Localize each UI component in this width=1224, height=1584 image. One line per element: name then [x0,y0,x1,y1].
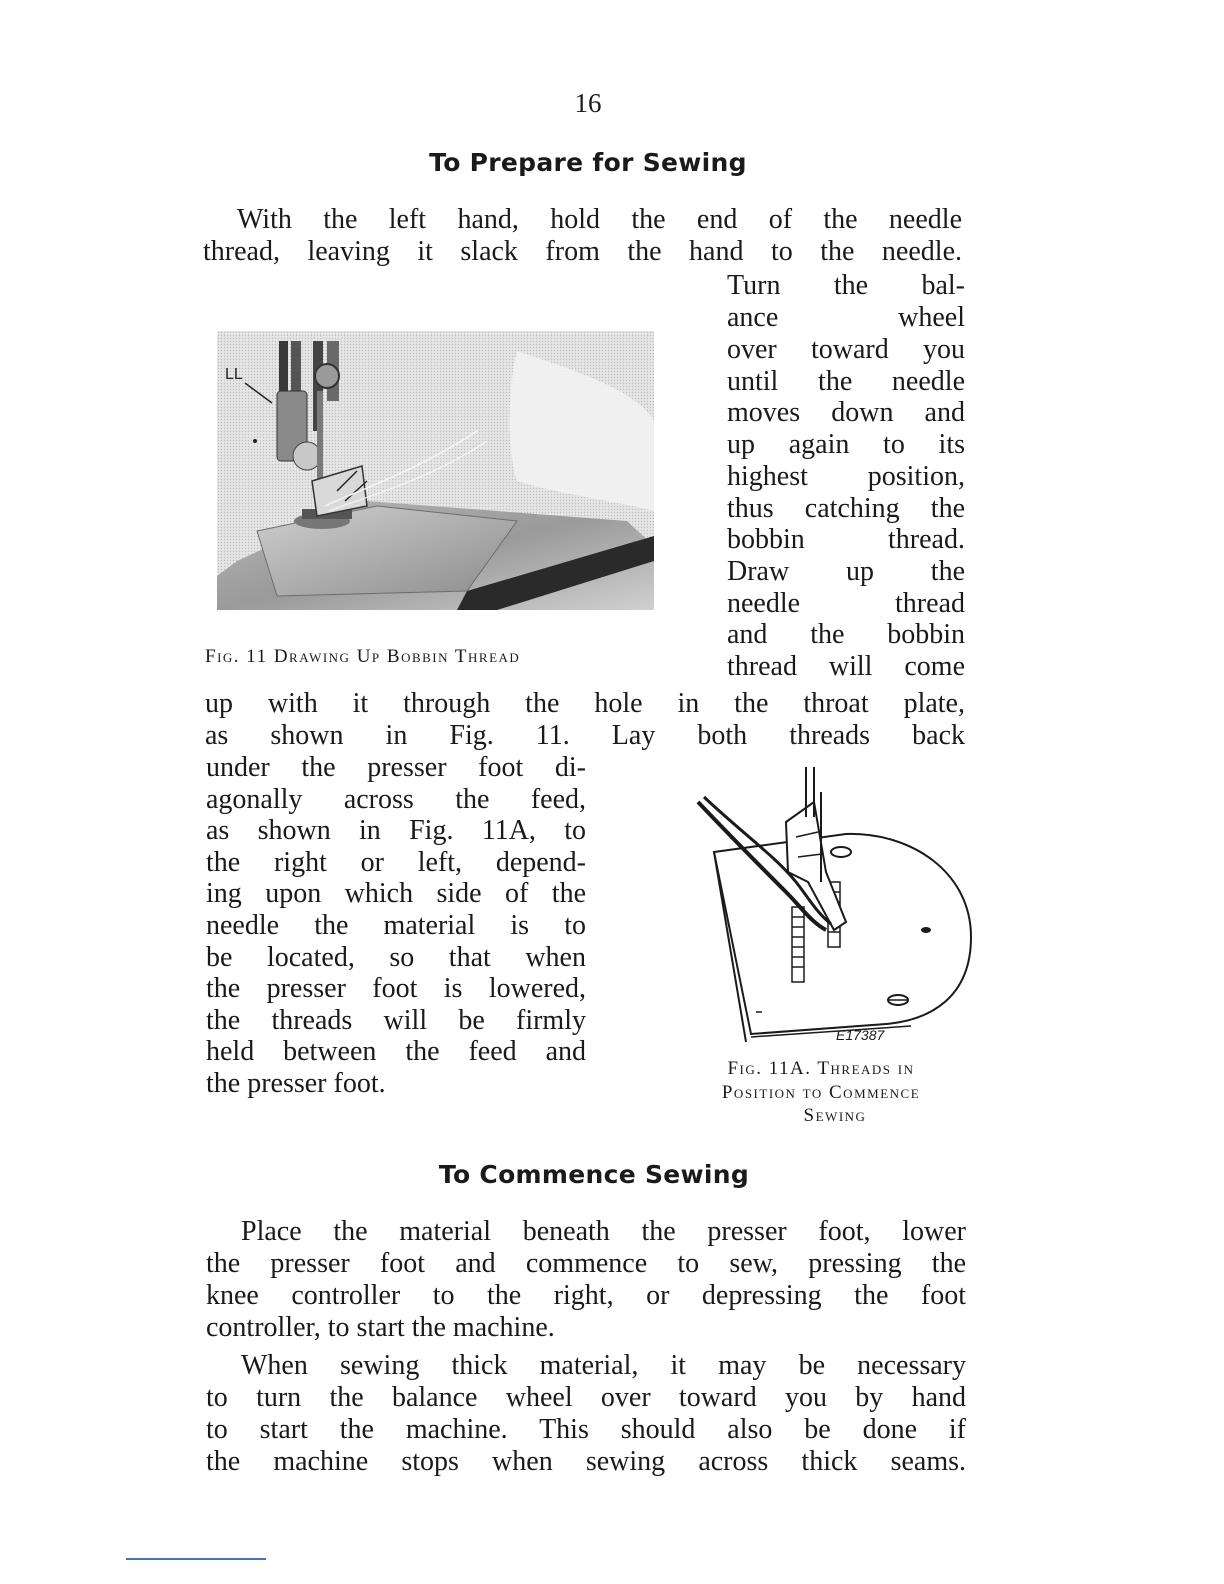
figure-11-photo [217,331,654,610]
paragraph-line: knee controller to the right, or depressing the foot [206,1280,966,1311]
paragraph-line: to start the machine. This should also be done if [206,1414,966,1445]
paragraph-line: ance wheel [727,302,965,333]
section-heading-prepare: To Prepare for Sewing [429,148,747,177]
paragraph-line: agonally across the feed, [206,784,586,815]
paragraph-line: the presser foot is lowered, [206,973,586,1004]
paragraph-line: to turn the balance wheel over toward you by hand [206,1382,966,1413]
figure-ll-label: LL [225,366,243,383]
paragraph-line: bobbin thread. [727,524,965,555]
paragraph-line: up again to its [727,429,965,460]
paragraph-line: thread, leaving it slack from the hand to the needle. [203,236,962,267]
paragraph-line: When sewing thick material, it may be necessary [241,1350,966,1381]
paragraph-line: highest position, [727,461,965,492]
paragraph-line: as shown in Fig. 11A, to [206,815,586,846]
paragraph-line: With the left hand, hold the end of the needle [237,204,962,235]
paragraph-line: moves down and [727,397,965,428]
figure-11a-drawing [696,762,978,1052]
paragraph-line: thus catching the [727,493,965,524]
figure-11a-caption-line: Position to Commence [721,1082,921,1103]
paragraph-line: over toward you [727,334,965,365]
paragraph-line: be located, so that when [206,942,586,973]
paragraph-line: ing upon which side of the [206,878,586,909]
paragraph-line: the presser foot and commence to sew, pressing the [206,1248,966,1279]
section-heading-commence: To Commence Sewing [438,1160,750,1189]
paragraph-line: controller, to start the machine. [206,1312,555,1343]
bottom-rule [126,1558,266,1560]
paragraph-line: the presser foot. [206,1068,386,1099]
presser-foot-threads-illustration [696,762,978,1052]
paragraph-line: held between the feed and [206,1036,586,1067]
paragraph-line: the machine stops when sewing across thick seams. [206,1446,966,1477]
figure-code: E17387 [836,1027,885,1043]
paragraph-line: the threads will be firmly [206,1005,586,1036]
paragraph-line: Place the material beneath the presser foot, lower [241,1216,966,1247]
paragraph-line: as shown in Fig. 11. Lay both threads back [205,720,965,751]
figure-11a-caption-line: Sewing [803,1105,867,1126]
page-number: 16 [574,88,602,118]
sewing-machine-photo-illustration [217,331,654,610]
figure-11-caption: Fig. 11 Drawing Up Bobbin Thread [205,646,521,667]
paragraph-line: up with it through the hole in the throat plate, [205,688,965,719]
paragraph-line: needle the material is to [206,910,586,941]
paragraph-line: thread will come [727,651,965,682]
paragraph-line: until the needle [727,366,965,397]
paragraph-line: Draw up the [727,556,965,587]
paragraph-line: under the presser foot di- [206,752,586,783]
paragraph-line: Turn the bal- [727,270,965,301]
paragraph-line: needle thread [727,588,965,619]
paragraph-line: and the bobbin [727,619,965,650]
paragraph-line: the right or left, depend- [206,847,586,878]
figure-11a-caption-line: Fig. 11A. Threads in [727,1058,915,1079]
